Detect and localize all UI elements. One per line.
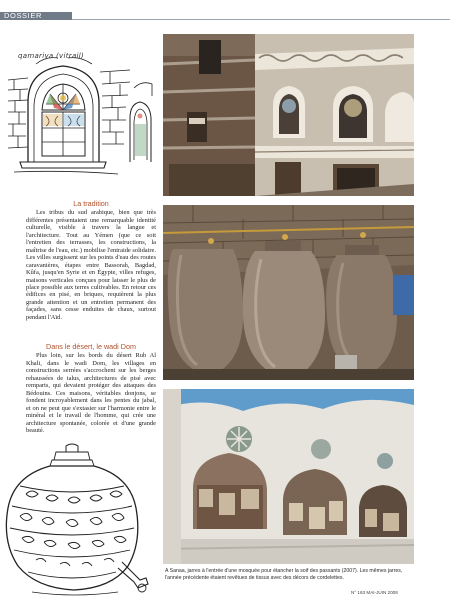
jar-sketch [2,442,152,600]
header-rule [72,19,450,20]
article-section-wadi-dom [26,343,156,434]
sketch-caption: qamariya (vitrail) [18,52,85,60]
photo-caption: A Sanaa, jarres à l'entrée d'une mosquée pour étancher la soif des passants (2007). Les mêmes jarres, l'année précédente étaient revêtues de tissus avec des décors de cordelettes. [165,568,403,581]
section-label: DOSSIER [4,11,42,20]
photo-sanaa-facade [163,34,414,196]
section-body-wadi-dom: Plus loin, sur les bords du désert Rub Al Khali, dans le wadi Dom, les villages en constructions serrées s'accrochent sur les berges rehaussées de talus, architectures de pisé avec remparts, qui devaient protéger des attaques des Bédouins. Ces maisons, véritables donjons, se fondent incroyablement dans les pentes du jabal, et on ne peut que s'extasier sur l'harmonie entre le minéral et le travail de l'homme, qui crée une architecture spontanée, colorée et d'une grande beauté. [26,352,156,434]
qamariya-window-sketch [6,44,158,186]
page-header [0,0,450,20]
section-title-wadi-dom: Dans le désert, le wadi Dom [46,342,136,351]
section-title-tradition: La tradition [73,199,109,208]
section-body-tradition: Les tribus du sud arabique, bien que très différentes présentaient une remarquable identité culturelle, visible à travers la langue et l'architecture. Tout au Yémen (que ce soit l'entretien des terrasses, les constructions, la maîtrise de l'eau, etc.) mobilise l'entraide solidaire. Les villes surgissent sur les points d'eau des routes caravanières, étapes entre Bassorah, Bagdad, Kûfa, jusqu'en Syrie et en Égypte, villes refuges, maisons verticales conçues pour laisser le plus de place possible aux terres cultivables. En retour ces édifices en pisé, en briques, requièrent la plus grande attention et un entretien permanent des façades, sans cesse enduites de chaux, surtout pendant l'Aïd. [26,209,156,321]
photo-water-jars [163,205,414,380]
folio: N° 163 MAI-JUIN 2008 [351,590,398,595]
photo-mosque-openings [163,389,414,564]
article-section-tradition [26,200,156,321]
